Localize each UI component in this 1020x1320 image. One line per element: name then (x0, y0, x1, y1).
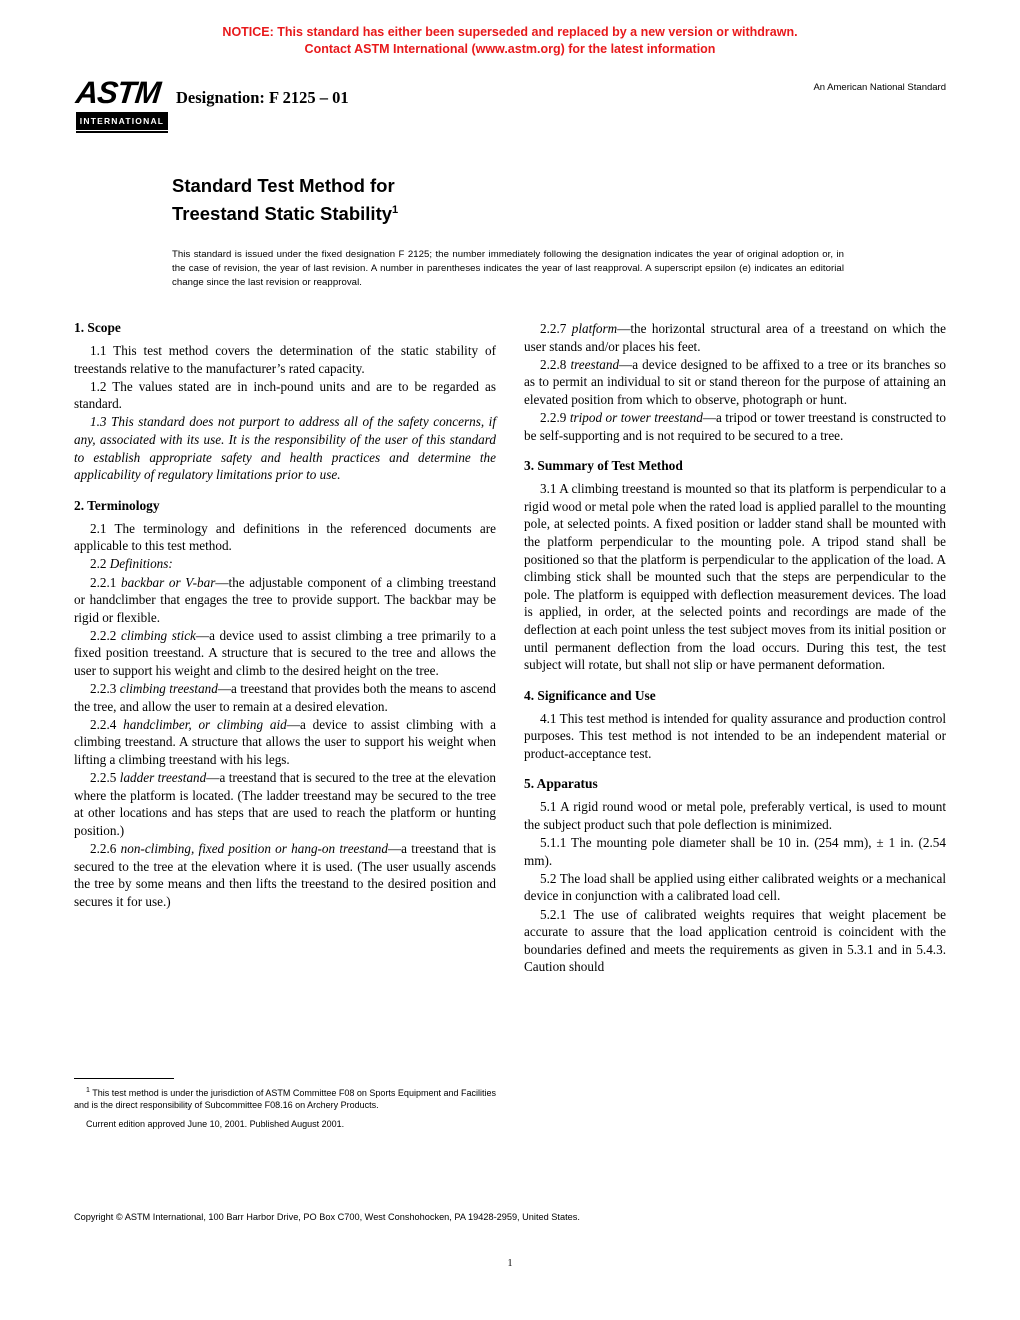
notice-line-2: Contact ASTM International (www.astm.org) for the latest information (304, 42, 716, 56)
section-heading-summary: 3. Summary of Test Method (524, 458, 683, 474)
right-column (524, 320, 946, 976)
paragraph-2-2-9: 2.2.9 tripod or tower treestand—a tripod or tower treestand is constructed to be self-supporting and is not required to be secured to a tree. (524, 409, 946, 443)
paragraph-2-2-1: 2.2.1 backbar or V-bar—the adjustable component of a climbing treestand or handclimber that engages the tree to provide support. The backbar may be rigid or flexible. (74, 574, 497, 625)
paragraph-5-1-1: 5.1.1 The mounting pole diameter shall be 10 in. (254 mm), ± 1 in. (2.54 mm). (524, 835, 946, 868)
title-line-2 (172, 198, 772, 226)
paragraph-2-2-5: 2.2.5 ladder treestand—a treestand that is secured to the tree at the elevation where the platform is located. (The ladder treestand may be secured to the tree at other locations and has steps that are used to reach the platform or hunting position.) (74, 770, 497, 838)
copyright-line: Copyright © ASTM International, 100 Barr Harbor Drive, PO Box C700, West Conshohocken, PA 19428-2959, United States. (74, 1212, 580, 1222)
title-footnote-marker: 1 (392, 204, 399, 216)
paragraph-4-1: 4.1 This test method is intended for quality assurance and production control purposes. This test method is not intended to be an independent material or product-acceptance test. (524, 710, 946, 761)
page-title (172, 174, 772, 226)
section-heading-apparatus: 5. Apparatus (524, 776, 598, 792)
left-column (74, 320, 496, 976)
paragraph-2-2-3: 2.2.3 climbing treestand—a treestand that provides both the means to ascend the tree, and allow the user to remain at a desired elevation. (74, 681, 496, 714)
astm-logo-subtext: INTERNATIONAL (79, 116, 165, 126)
astm-logo (76, 76, 168, 148)
paragraph-2-2-2: 2.2.2 climbing stick—a device used to assist climbing a tree primarily to a fixed position treestand. A structure that is secured to the tree and allows the user to support his weight and climb to the desired height on the tree. (74, 627, 496, 678)
ansi-note: An American National Standard (813, 82, 946, 93)
footnote-body: This test method is under the jurisdiction of ASTM Committee F08 on Sports Equipment and Facilities and is the direct responsibility of Subcommittee F08.16 on Archery Products. (74, 1088, 496, 1111)
section-heading-terminology: 2. Terminology (74, 497, 160, 513)
astm-logo-text: ASTM (74, 75, 162, 110)
paragraph-3-1: 3.1 A climbing treestand is mounted so that its platform is perpendicular to a rigid wood or metal pole when the rated load is applied parallel to the mounting pole, at selected points. A fixed position or ladder stand shall be mounted with the platform perpendicular to the mounting pole. A tripod stand shall be positioned so that the platform is perpendicular to the application of the load. A climbing stick shall be mounted such that the steps are perpendicular to the pole. The platform is equipped with deflection measurement devices. The load is applied, in order, at the selected points and recordings are made of the deflection at each point unless the test subject moves from its initial position or until permanent deflection from the load occurs. During this test, the test subject will rotate, but shall not slip or have permanent deformation. (524, 481, 946, 673)
paragraph-2-2-8: 2.2.8 treestand—a device designed to be affixed to a tree or its branches so as to permit an individual to sit or stand thereon for the purpose of attaining an elevated position from which to observe, photograph or hunt. (524, 356, 947, 407)
section-heading-scope: 1. Scope (74, 320, 121, 335)
paragraph-1-2: 1.2 The values stated are in inch-pound units and are to be regarded as standard. (74, 378, 496, 412)
superseded-notice (0, 24, 1020, 58)
designation: Designation: F 2125 – 01 (176, 88, 349, 107)
title-line-1: Standard Test Method for (172, 175, 395, 196)
footnote-marker: 1 (86, 1087, 90, 1094)
paragraph-2-2-7: 2.2.7 platform—the horizontal structural area of a treestand on which the user stands and/or places his feet. (524, 321, 946, 354)
paragraph-2-2-6: 2.2.6 non-climbing, fixed position or hang-on treestand—a treestand that is secured to the tree at the elevation where it is used. (The user usually ascends the tree by some means and then lifts the treestand to the desired position and secures it for use.) (74, 840, 496, 909)
paragraph-5-1: 5.1 A rigid round wood or metal pole, preferably vertical, is used to mount the subject product such that pole deflection is minimized. (524, 799, 946, 833)
paragraph-2-2: 2.2 Definitions: (90, 556, 173, 572)
paragraph-1-3: 1.3 This standard does not purport to address all of the safety concerns, if any, associated with its use. It is the responsibility of the user of this standard to establish appropriate safety and health practices and determine the applicability of regulatory limitations prior to use. (74, 414, 496, 483)
footnote-text (74, 1085, 496, 1112)
title-line-2-text: Treestand Static Stability (172, 203, 393, 225)
paragraph-1-1: 1.1 This test method covers the determination of the static stability of treestands relative to the manufacturer’s rated capacity. (74, 343, 496, 376)
section-heading-significance: 4. Significance and Use (524, 687, 656, 703)
paragraph-5-2: 5.2 The load shall be applied using either calibrated weights or a mechanical device in conjunction with a calibrated load cell. (524, 870, 946, 904)
notice-line-1: NOTICE: This standard has either been superseded and replaced by a new version or withdrawn. (222, 25, 798, 39)
paragraph-2-2-4: 2.2.4 handclimber, or climbing aid—a device to assist climbing with a climbing treestand. A structure that allows the user to support his weight when lifting a climbing treestand with his legs. (74, 716, 496, 767)
astm-logo-bar (76, 112, 168, 130)
page-number: 1 (507, 1258, 513, 1269)
astm-logo-underline (76, 131, 168, 133)
paragraph-2-1: 2.1 The terminology and definitions in the referenced documents are applicable to this test method. (74, 520, 496, 554)
preamble-text: This standard is issued under the fixed designation F 2125; the number immediately following the designation indicates the year of original adoption or, in the case of revision, the year of last revision. A number in parentheses indicates the year of last reapproval. A superscript epsilon (e) indicates an editorial change since the last revision or reapproval. (172, 249, 844, 289)
footnote-block (74, 1078, 496, 1136)
paragraph-5-2-1: 5.2.1 The use of calibrated weights requires that weight placement be accurate to assure that the load application centroid is coincident with the boundaries defined and meets the requirements as given in 5.3.1 and in 5.4.3. Caution should (524, 906, 946, 975)
footnote-rule (74, 1078, 174, 1079)
body-columns (74, 320, 946, 976)
footnote-edition: Current edition approved June 10, 2001. Published August 2001. (86, 1118, 345, 1129)
